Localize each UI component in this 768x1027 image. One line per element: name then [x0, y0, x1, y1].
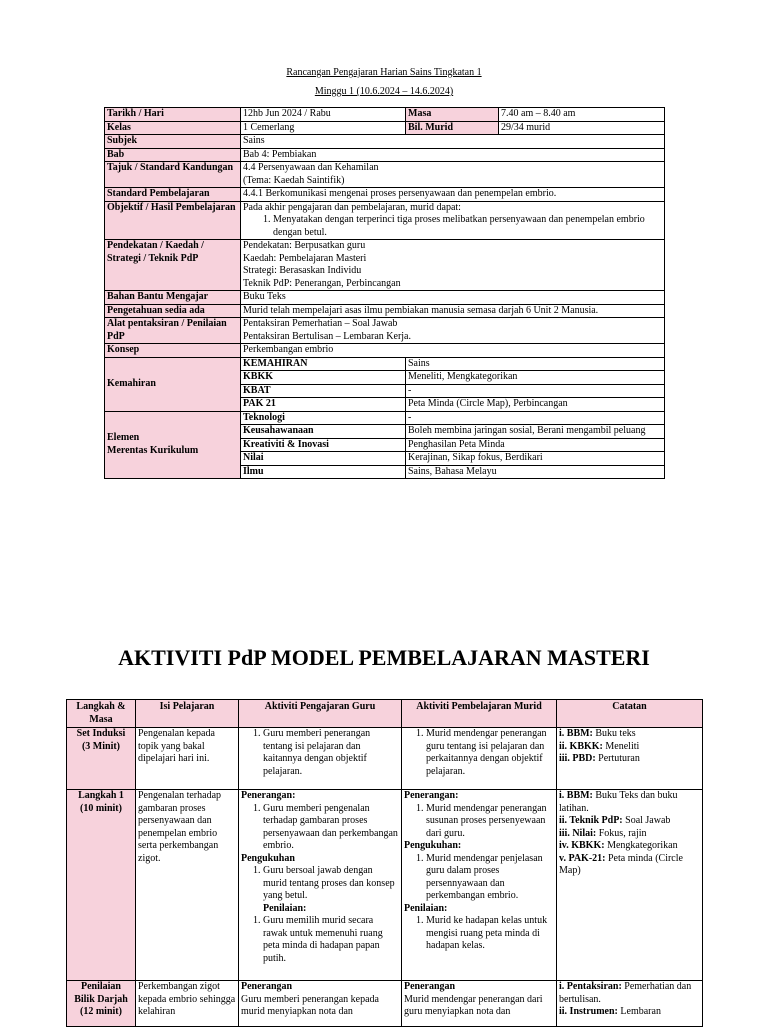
guru-item: 1. Guru memilih murid secara rawak untuk memenuhi ruang peta minda di hadapan papan putih. [263, 915, 399, 965]
catatan-key: v. PAK-21: [559, 852, 606, 864]
document-week: Minggu 1 (10.6.2024 – 14.6.2024) [314, 86, 454, 97]
catatan-cell [557, 790, 703, 981]
pengetahuan-value: Murid telah mempelajari asas ilmu pembiakan manusia semasa darjah 6 Unit 2 Manusia. [241, 304, 665, 318]
catatan-text: Buku Teks dan buku latihan. [559, 790, 678, 814]
step-subtitle: Bilik Darjah [74, 993, 128, 1005]
kbat-key: KBAT [241, 384, 406, 398]
guru-text: Guru memberi penerangan kepada murid menyiapkan nota dan [241, 993, 379, 1017]
guru-heading: Pengukuhan [241, 852, 295, 864]
catatan-text: Pertuturan [595, 753, 640, 764]
step-time: (12 minit) [80, 1006, 122, 1017]
catatan-line [559, 815, 700, 828]
murid-cell [402, 728, 557, 790]
objektif-item: 1. Menyatakan dengan terperinci tiga proses melibatkan persenyawaan dan penempelan embrio dengan betul. [273, 214, 662, 239]
document-title: Rancangan Pengajaran Harian Sains Tingkatan 1 [286, 67, 482, 78]
sp-label: Standard Pembelajaran [105, 188, 241, 202]
kreativiti-key: Kreativiti & Inovasi [241, 438, 406, 452]
step-time: (10 minit) [80, 802, 122, 814]
kemahiran-key: KEMAHIRAN [241, 357, 406, 371]
tajuk-line-1: 4.4 Persenyawaan dan Kehamilan [243, 162, 379, 173]
step-set-induksi [67, 728, 136, 790]
catatan-key: iii. PBD: [559, 753, 596, 764]
catatan-key: ii. Instrumen: [559, 1006, 618, 1017]
bab-label: Bab [105, 148, 241, 162]
step-title: Penilaian [80, 981, 121, 992]
catatan-key: iii. Nilai: [559, 827, 597, 839]
elemen-label-line-1: Elemen [107, 432, 140, 444]
step-penilaian [67, 981, 136, 1027]
murid-heading: Penerangan [404, 981, 456, 992]
murid-item: 1. Murid ke hadapan kelas untuk mengisi ruang peta minda di hadapan kelas. [426, 915, 554, 953]
subjek-label: Subjek [105, 135, 241, 149]
masa-value: 7.40 am – 8.40 am [499, 108, 665, 122]
guru-cell [239, 728, 402, 790]
kelas-value: 1 Cemerlang [241, 121, 406, 135]
kemahiran-value: Sains [406, 357, 665, 371]
catatan-line [559, 828, 700, 841]
kbkk-value: Meneliti, Mengkategorikan [406, 371, 665, 385]
catatan-line [559, 981, 700, 1006]
bab-value: Bab 4: Pembiakan [241, 148, 665, 162]
guru-heading: Penerangan: [241, 790, 296, 801]
tajuk-value [241, 162, 665, 188]
kbat-value: - [406, 384, 665, 398]
catatan-text: Meneliti [602, 740, 640, 752]
catatan-cell [557, 728, 703, 790]
murid-heading: Penerangan: [404, 790, 459, 801]
bbm-value: Buku Teks [241, 291, 665, 305]
kelas-label: Kelas [105, 121, 241, 135]
teknologi-key: Teknologi [241, 411, 406, 425]
lesson-info-table [104, 107, 665, 479]
murid-cell [402, 790, 557, 981]
step-time: (3 Minit) [81, 740, 121, 752]
activity-heading: AKTIVITI PdP MODEL PEMBELAJARAN MASTERI [118, 645, 650, 670]
catatan-text: Buku teks [592, 728, 636, 739]
guru-item: 1. Guru bersoal jawab dengan murid tentang proses dan konsep yang betul. [263, 865, 399, 903]
alat-label: Alat pentaksiran / Penilaian PdP [105, 318, 241, 344]
konsep-value: Perkembangan embrio [241, 344, 665, 358]
pak21-value: Peta Minda (Circle Map), Perbincangan [406, 398, 665, 412]
col-langkah: Langkah & Masa [67, 700, 136, 728]
bbm-label: Bahan Bantu Mengajar [105, 291, 241, 305]
col-murid: Aktiviti Pembelajaran Murid [402, 700, 557, 728]
catatan-key: ii. Teknik PdP: [559, 815, 623, 826]
alat-line-1: Pentaksiran Pemerhatian – Soal Jawab [243, 318, 398, 329]
catatan-cell [557, 981, 703, 1027]
strategi-line: Strategi: Berasaskan Individu [243, 265, 362, 276]
catatan-text: Soal Jawab [622, 815, 671, 826]
teknik-line: Teknik PdP: Penerangan, Perbincangan [243, 277, 401, 289]
murid-label: Bil. Murid [406, 121, 499, 135]
tarikh-value: 12hb Jun 2024 / Rabu [241, 108, 406, 122]
pak21-key: PAK 21 [241, 398, 406, 412]
teknologi-value: - [406, 411, 665, 425]
guru-item: 1. Guru memberi pengenalan terhadap gambaran proses persenyawaan dan perkembangan embrio. [263, 803, 399, 853]
guru-cell [239, 981, 402, 1027]
masa-label: Masa [406, 108, 499, 122]
isi-cell: Pengenalan kepada topik yang bakal dipelajari hari ini. [136, 728, 239, 790]
tajuk-line-2: (Tema: Kaedah Saintifik) [243, 174, 345, 186]
isi-cell: Perkembangan zigot kepada embrio sehingga kelahiran [136, 981, 239, 1027]
catatan-key: i. BBM: [559, 790, 593, 801]
murid-item: 1. Murid mendengar penerangan guru tentang isi pelajaran dan perkaitannya dengan objektif pelajaran. [426, 728, 554, 778]
tarikh-label: Tarikh / Hari [105, 108, 241, 122]
murid-item: 1. Murid mendengar penjelasan guru dalam proses persennyawaan dan perkembangan embrio. [426, 853, 554, 903]
catatan-line [559, 728, 700, 741]
catatan-line [559, 753, 700, 766]
catatan-line [559, 741, 700, 754]
col-guru: Aktiviti Pengajaran Guru [239, 700, 402, 728]
nilai-value: Kerajinan, Sikap fokus, Berdikari [406, 452, 665, 466]
step-title: Set Induksi [76, 728, 126, 739]
activity-table [66, 699, 703, 1027]
kemahiran-label: Kemahiran [105, 357, 241, 411]
sp-value: 4.4.1 Berkomunikasi mengenai proses persenyawaan dan penempelan embrio. [241, 188, 665, 202]
alat-value [241, 318, 665, 344]
step-title: Langkah 1 [78, 790, 124, 801]
subjek-value: Sains [241, 135, 665, 149]
catatan-text: Mengkategorikan [604, 840, 678, 851]
objektif-intro: Pada akhir pengajaran dan pembelajaran, murid dapat: [243, 201, 461, 213]
elemen-label-line-2: Merentas Kurikulum [107, 444, 199, 456]
murid-text: Murid mendengar penerangan dari guru menyiapkan nota dan [404, 993, 543, 1017]
murid-cell [402, 981, 557, 1027]
pendekatan-value [241, 240, 665, 291]
objektif-label: Objektif / Hasil Pembelajaran [105, 201, 241, 240]
kreativiti-value: Penghasilan Peta Minda [406, 438, 665, 452]
objektif-value [241, 201, 665, 240]
catatan-key: ii. KBKK: [559, 740, 603, 752]
kbkk-key: KBKK [241, 371, 406, 385]
catatan-key: i. BBM: [559, 728, 593, 739]
guru-cell [239, 790, 402, 981]
catatan-line [559, 790, 700, 815]
catatan-line [559, 840, 700, 853]
konsep-label: Konsep [105, 344, 241, 358]
catatan-text: Peta minda (Circle Map) [559, 852, 683, 876]
guru-item: 1. Guru memberi penerangan tentang isi pelajaran dan kaitannya dengan objektif pelajaran. [263, 728, 399, 778]
catatan-key: iv. KBKK: [559, 840, 605, 851]
ilmu-key: Ilmu [241, 465, 406, 479]
nilai-key: Nilai [241, 452, 406, 466]
murid-item: 1. Murid mendengar penerangan susunan proses persenyewaan dari guru. [426, 803, 554, 841]
murid-heading: Pengukuhan: [404, 840, 462, 851]
col-catatan: Catatan [557, 700, 703, 728]
isi-cell: Pengenalan terhadap gambaran proses persenyawaan dan penempelan embrio serta perkembangan zigot. [136, 790, 239, 981]
murid-heading: Penilaian: [404, 902, 448, 914]
catatan-line [559, 1006, 700, 1019]
guru-heading: Penilaian: [263, 902, 307, 914]
step-langkah-1 [67, 790, 136, 981]
pengetahuan-label: Pengetahuan sedia ada [105, 304, 241, 318]
catatan-text: Pemerhatian dan bertulisan. [559, 981, 692, 1005]
kaedah-line: Kaedah: Pembelajaran Masteri [243, 252, 367, 264]
alat-line-2: Pentaksiran Bertulisan – Lembaran Kerja. [243, 330, 411, 342]
tajuk-label: Tajuk / Standard Kandungan [105, 162, 241, 188]
elemen-label [105, 411, 241, 479]
murid-value: 29/34 murid [499, 121, 665, 135]
catatan-line [559, 853, 700, 878]
guru-heading: Penerangan [241, 981, 293, 992]
catatan-key: i. Pentaksiran: [559, 981, 622, 992]
catatan-text: Fokus, rajin [596, 827, 647, 839]
catatan-text: Lembaran [617, 1006, 661, 1017]
pendekatan-label: Pendekatan / Kaedah / Strategi / Teknik PdP [105, 240, 241, 291]
col-isi: Isi Pelajaran [136, 700, 239, 728]
keusahawanan-value: Boleh membina jaringan sosial, Berani mengambil peluang [406, 425, 665, 439]
keusahawanan-key: Keusahawanaan [241, 425, 406, 439]
pendekatan-line: Pendekatan: Berpusatkan guru [243, 240, 366, 251]
ilmu-value: Sains, Bahasa Melayu [406, 465, 665, 479]
